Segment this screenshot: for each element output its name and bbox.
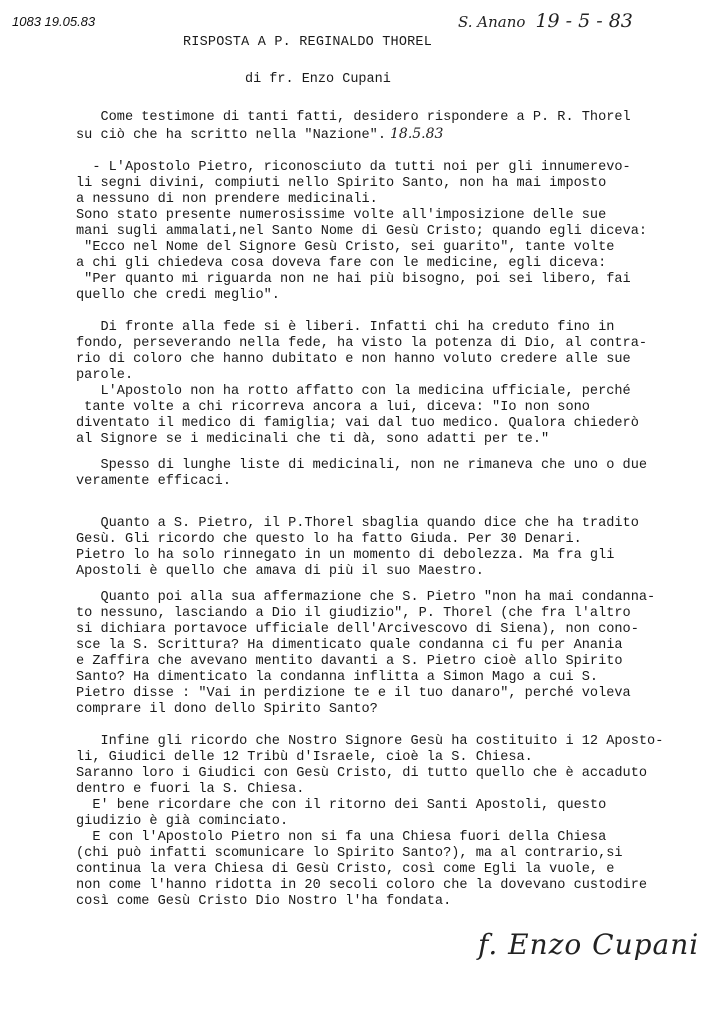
paragraph: Di fronte alla fede si è liberi. Infatti chi ha creduto fino in fondo, perseverando nella fede, ha visto la potenza di Dio, al contra- rio di coloro che hanno dubitato e non hanno voluto credere alle sue parole. [76,320,648,383]
handwritten-place: S. Anano [458,13,526,31]
document-author: di fr. Enzo Cupani [245,72,391,87]
paragraph: Quanto a S. Pietro, il P.Thorel sbaglia quando dice che ha tradito Gesù. Gli ricordo che questo lo ha fatto Giuda. Per 30 Denari. Pietro lo ha solo rinnegato in un momento di debolezza. Ma fra gli Apostoli è quello che amava di più il suo Maestro. [76,516,639,579]
document-title: RISPOSTA A P. REGINALDO THOREL [183,35,433,50]
paragraph: - L'Apostolo Pietro, riconosciuto da tutti noi per gli innumerevo- li segni divini, compiuti nello Spirito Santo, non ha mai imposto a nessuno di non prendere medicinali. Sono stato presente numerosissime volte all'imposizione delle sue mani sugli ammalati,nel Santo Nome di Gesù Cristo; quando egli diceva: "Ecco nel Nome del Signore Gesù Cristo, sei guarito", tante volte a chi gli chiedeva cosa doveva fare con le medicine, egli diceva: "Per quanto mi riguarda non ne hai più bisogno, poi sei libero, fai quello che credi meglio". [76,160,648,303]
letter-body [76,110,716,910]
paragraph: L'Apostolo non ha rotto affatto con la medicina ufficiale, perché tante volte a chi ricorreva ancora a lui, diceva: "Io non sono diventato il medico di famiglia; vai dal tuo medico. Qualora chiederò al Signore se i medicinali che ti dà, sono adatti per te." [76,384,639,447]
paragraph: Quanto poi alla sua affermazione che S. Pietro "non ha mai condanna- to nessuno, lasciando a Dio il giudizio", P. Thorel (che fra l'altro si dichiara portavoce ufficiale dell'Arcivescovo di Siena), non cono- sce la S. Scrittura? Ha dimenticato quale condanna ci fu per Anania e Zaffira che avevano mentito davanti a S. Pietro cioè allo Spirito Santo? Ha dimenticato la condanna inflitta a Simon Mago a cui S. Pietro disse : "Vai in perdizione te e il tuo danaro", perché voleva comprare il dono dello Spirito Santo? [76,590,656,717]
paragraph-text: Come testimone di tanti fatti, desidero rispondere a P. R. Thorel su ciò che ha scritto nella "Nazione". [76,110,631,143]
handwritten-inline-date: 18.5.83 [390,126,444,142]
archive-reference-code: 1083 19.05.83 [12,14,96,29]
paragraph: Spesso di lunghe liste di medicinali, non ne rimaneva che uno o due veramente efficaci. [76,458,648,489]
paragraph-intro [76,110,716,144]
handwritten-place-date [458,10,633,32]
handwritten-signature: f. Enzo Cupani [478,928,700,961]
handwritten-date: 19 - 5 - 83 [535,10,633,32]
paragraph: Infine gli ricordo che Nostro Signore Gesù ha costituito i 12 Aposto- li, Giudici delle 12 Tribù d'Israele, cioè la S. Chiesa. Saranno loro i Giudici con Gesù Cristo, di tutto quello che è accaduto dentro e fuori la S. Chiesa. E' bene ricordare che con il ritorno dei Santi Apostoli, questo giudizio è già cominciato. E con l'Apostolo Pietro non si fa una Chiesa fuori della Chiesa (chi può infatti scomunicare lo Spirito Santo?), ma al contrario,si continua la vera Chiesa di Gesù Cristo, così come Egli la vuole, e non come l'hanno ridotta in 20 secoli coloro che la dovevano custodire così come Gesù Cristo Dio Nostro l'ha fondata. [76,734,664,909]
